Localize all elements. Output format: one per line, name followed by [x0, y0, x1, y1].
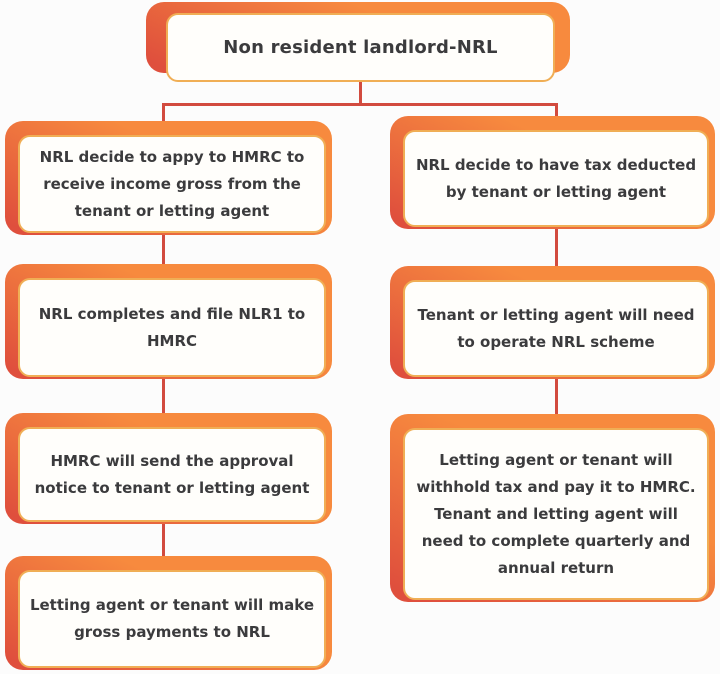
connector-right-1-2 — [555, 227, 558, 268]
node-right-2-text: Tenant or letting agent will need to operate NRL scheme — [403, 280, 709, 377]
node-title-text: Non resident landlord-NRL — [166, 13, 555, 82]
connector-left-2-3 — [162, 377, 165, 415]
connector-branch-horizontal — [162, 103, 558, 106]
connector-title-stub — [359, 82, 362, 105]
connector-right-2-3 — [555, 377, 558, 417]
node-right-2 — [403, 280, 709, 377]
node-left-4 — [18, 570, 326, 668]
node-left-1 — [18, 135, 326, 233]
node-right-3-text: Letting agent or tenant will withhold tax and pay it to HMRC. Tenant and letting agent will need to complete quarterly and annual return — [403, 428, 709, 600]
node-left-3 — [18, 427, 326, 522]
node-left-3-text: HMRC will send the approval notice to tenant or letting agent — [18, 427, 326, 522]
node-right-3 — [403, 428, 709, 600]
node-title — [166, 13, 555, 82]
node-left-2 — [18, 278, 326, 377]
connector-left-1-2 — [162, 233, 165, 267]
node-left-1-text: NRL decide to appy to HMRC to receive income gross from the tenant or letting agent — [18, 135, 326, 233]
node-left-4-text: Letting agent or tenant will make gross payments to NRL — [18, 570, 326, 668]
node-right-1-text: NRL decide to have tax deducted by tenant or letting agent — [403, 130, 709, 227]
connector-left-3-4 — [162, 522, 165, 560]
node-left-2-text: NRL completes and file NLR1 to HMRC — [18, 278, 326, 377]
node-right-1 — [403, 130, 709, 227]
